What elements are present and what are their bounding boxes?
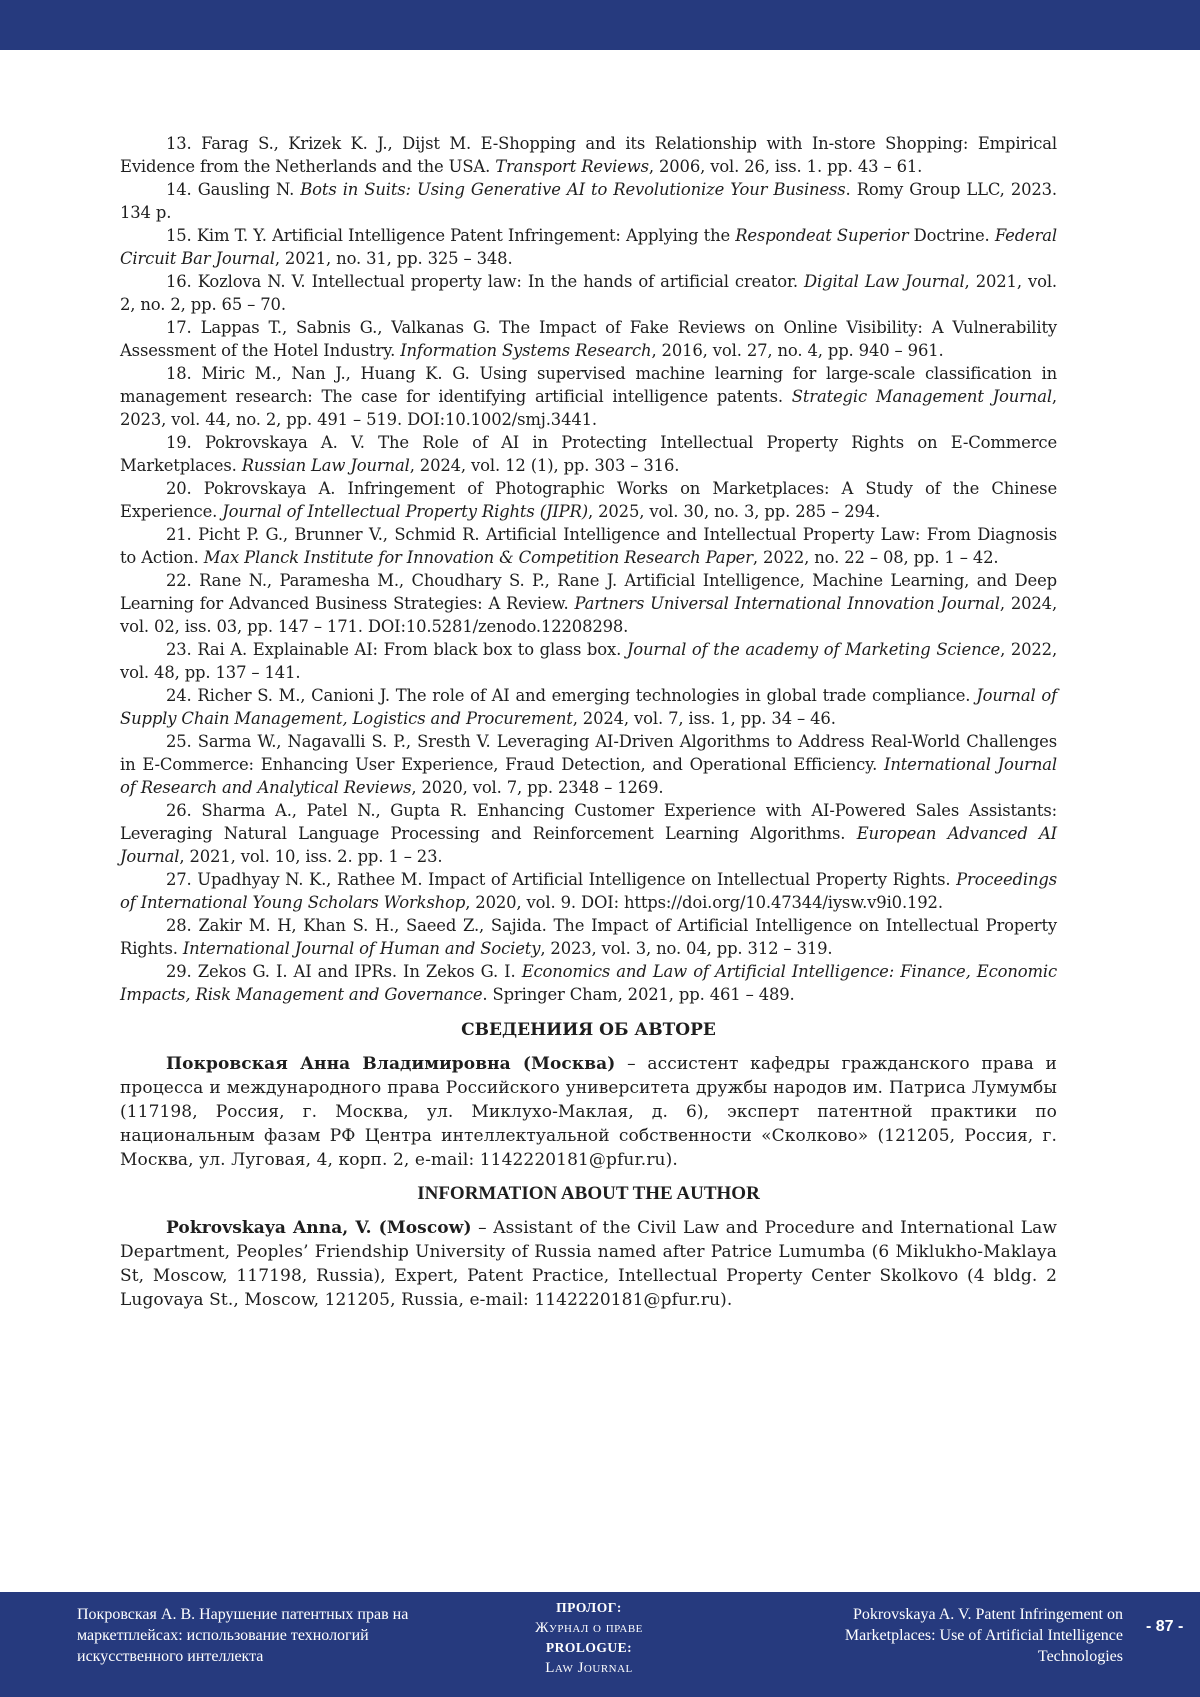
reference-text: , 2024, vol. 02, iss. 03, pp. 147 – 171. DOI:10.5281/zenodo.12208298. bbox=[120, 594, 1058, 636]
reference-text: 22. Rane N., Paramesha M., Choudhary S. P., Rane J. Artificial Intelligence, Machine Learning, and Deep Learning for Advanced Business Strategies: A Review. bbox=[120, 571, 1057, 613]
reference-source: Partners Universal International Innovation Journal bbox=[574, 594, 1000, 613]
author-info-heading-en: INFORMATION ABOUT THE AUTHOR bbox=[417, 1183, 760, 1204]
author-details-en: – Assistant of the Civil Law and Procedure and International Law Department, Peoples’ Friendship University of Russia named after Patrice Lumumba (6 Miklukho-Maklaya St, Moscow, 117198, Russia), Expert, Patent Practice, Intellectual Property Center Skolkovo (4 bldg. 2 Lugovaya St., Moscow, 121205, Russia, e-mail: 1142220181@pfur.ru). bbox=[120, 1218, 1057, 1310]
reference-item bbox=[120, 799, 1057, 868]
reference-text: 15. Kim T. Y. Artificial Intelligence Patent Infringement: Applying the bbox=[166, 226, 736, 245]
reference-source: Max Planck Institute for Innovation & Competition Research Paper bbox=[203, 548, 753, 567]
reference-text: , 2020, vol. 9. DOI: https://doi.org/10.47344/iysw.v9i0.192. bbox=[465, 893, 943, 912]
reference-item bbox=[120, 914, 1057, 960]
top-header-bar bbox=[0, 0, 1200, 50]
reference-text: 19. Pokrovskaya A. V. The Role of AI in Protecting Intellectual Property Rights on E-Commerce Marketplaces. bbox=[120, 433, 1057, 475]
reference-item bbox=[120, 523, 1057, 569]
reference-source: Digital Law Journal bbox=[804, 272, 965, 291]
reference-item bbox=[120, 431, 1057, 477]
reference-text: , 2016, vol. 27, no. 4, pp. 940 – 961. bbox=[651, 341, 944, 360]
reference-text: 25. Sarma W., Nagavalli S. P., Sresth V. Leveraging AI-Driven Algorithms to Address Real-World Challenges in E-Commerce: Enhancing User Experience, Fraud Detection, and Operational Efficiency. bbox=[120, 732, 1057, 774]
reference-text: 20. Pokrovskaya A. Infringement of Photographic Works on Marketplaces: A Study of the Chinese Experience. bbox=[120, 479, 1057, 521]
reference-source: Respondeat Superior bbox=[735, 226, 909, 245]
reference-text: Doctrine. bbox=[908, 226, 995, 245]
page-number: - 87 - bbox=[1146, 1618, 1184, 1635]
references-list bbox=[120, 132, 1057, 1006]
reference-item bbox=[120, 960, 1057, 1006]
reference-text: , 2024, vol. 12 (1), pp. 303 – 316. bbox=[409, 456, 680, 475]
reference-text: , 2021, vol. 10, iss. 2. pp. 1 – 23. bbox=[179, 847, 443, 866]
reference-text: 28. Zakir M. H, Khan S. H., Saeed Z., Sajida. The Impact of Artificial Intelligence on Intellectual Property Rights. bbox=[120, 916, 1057, 958]
reference-text: , 2022, no. 22 – 08, pp. 1 – 42. bbox=[752, 548, 999, 567]
reference-source: Economics and Law of Artificial Intelligence: Finance, Economic Impacts, Risk Management and Governance bbox=[120, 962, 1057, 1004]
footer-article-title-en: Pokrovskaya A. V. Patent Infringement on Marketplaces: Use of Artificial Intelligence Technologies bbox=[844, 1606, 1123, 1665]
reference-source: Strategic Management Journal bbox=[791, 387, 1052, 406]
reference-item bbox=[120, 270, 1057, 316]
reference-source: European Advanced AI Journal bbox=[120, 824, 1058, 866]
reference-source: Bots in Suits: Using Generative AI to Revolutionize Your Business bbox=[300, 180, 846, 199]
reference-source: Information Systems Research bbox=[400, 341, 652, 360]
reference-text: 13. Farag S., Krizek K. J., Dijst M. E-Shopping and its Relationship with In-store Shopping: Empirical Evidence from the Netherlands and the USA. bbox=[120, 134, 1057, 176]
reference-text: 29. Zekos G. I. AI and IPRs. In Zekos G. I. bbox=[166, 962, 522, 981]
reference-text: 23. Rai A. Explainable AI: From black box to glass box. bbox=[166, 640, 627, 659]
reference-source: International Journal of Research and Analytical Reviews bbox=[120, 755, 1057, 797]
reference-text: 14. Gausling N. bbox=[166, 180, 301, 199]
journal-subtitle-en: Law Journal bbox=[545, 1660, 633, 1676]
journal-title-en: PROLOGUE: bbox=[545, 1640, 633, 1655]
reference-text: 17. Lappas T., Sabnis G., Valkanas G. The Impact of Fake Reviews on Online Visibility: A Vulnerability Assessment of the Hotel Industry. bbox=[120, 318, 1057, 360]
reference-source: Proceedings of International Young Scholars Workshop bbox=[120, 870, 1057, 912]
journal-subtitle-ru: Журнал о праве bbox=[535, 1620, 643, 1636]
page-footer bbox=[0, 1592, 1200, 1697]
reference-item bbox=[120, 224, 1057, 270]
journal-title-ru: ПРОЛОГ: bbox=[556, 1600, 622, 1615]
reference-text: , 2021, no. 31, pp. 325 – 348. bbox=[274, 249, 513, 268]
reference-item bbox=[120, 178, 1057, 224]
reference-item bbox=[120, 730, 1057, 799]
reference-text: 21. Picht P. G., Brunner V., Schmid R. Artificial Intelligence and Intellectual Property Law: From Diagnosis to Action. bbox=[120, 525, 1057, 567]
page-content bbox=[120, 132, 1057, 1312]
reference-source: Federal Circuit Bar Journal bbox=[120, 226, 1057, 268]
reference-item bbox=[120, 132, 1057, 178]
reference-item bbox=[120, 638, 1057, 684]
reference-source: International Journal of Human and Society bbox=[182, 939, 541, 958]
reference-text: 24. Richer S. M., Canioni J. The role of AI and emerging technologies in global trade compliance. bbox=[166, 686, 977, 705]
reference-source: Russian Law Journal bbox=[241, 456, 410, 475]
reference-text: , 2024, vol. 7, iss. 1, pp. 34 – 46. bbox=[572, 709, 836, 728]
reference-text: , 2023, vol. 3, no. 04, pp. 312 – 319. bbox=[540, 939, 833, 958]
reference-text: . Springer Cham, 2021, pp. 461 – 489. bbox=[482, 985, 795, 1004]
reference-text: 26. Sharma A., Patel N., Gupta R. Enhancing Customer Experience with AI-Powered Sales Assistants: Leveraging Natural Language Processing and Reinforcement Learning Algorithms. bbox=[120, 801, 1057, 843]
author-info-ru bbox=[120, 1052, 1057, 1172]
reference-item bbox=[120, 477, 1057, 523]
reference-item bbox=[120, 868, 1057, 914]
author-name-ru: Покровская Анна Владимировна (Москва) bbox=[166, 1054, 616, 1074]
author-info-heading-ru: СВЕДЕНИИЯ ОБ АВТОРЕ bbox=[461, 1020, 716, 1040]
reference-source: Journal of Supply Chain Management, Logistics and Procurement bbox=[120, 686, 1058, 728]
reference-item bbox=[120, 684, 1057, 730]
reference-item bbox=[120, 569, 1057, 638]
reference-text: , 2022, vol. 48, pp. 137 – 141. bbox=[120, 640, 1058, 682]
reference-text: . Romy Group LLC, 2023. 134 p. bbox=[120, 180, 1057, 222]
reference-text: 18. Miric M., Nan J., Huang K. G. Using supervised machine learning for large-scale classification in management research: The case for identifying artificial intelligence patents. bbox=[120, 364, 1057, 406]
reference-source: Transport Reviews bbox=[495, 157, 649, 176]
reference-text: , 2023, vol. 44, no. 2, pp. 491 – 519. DOI:10.1002/smj.3441. bbox=[120, 387, 1057, 429]
reference-text: , 2021, vol. 2, no. 2, pp. 65 – 70. bbox=[120, 272, 1057, 314]
reference-item bbox=[120, 362, 1057, 431]
author-details-ru: – ассистент кафедры гражданского права и процесса и международного права Российского университета дружбы народов им. Патриса Лумумбы (117198, Россия, г. Москва, ул. Миклухо-Маклая, д. 6), эксперт патентной практики по национальным фазам РФ Центра интеллектуальной собственности «Сколково» (121205, Россия, г. Москва, ул. Луговая, 4, корп. 2, e-mail: 1142220181@pfur.ru). bbox=[120, 1054, 1057, 1170]
reference-source: Journal of Intellectual Property Rights (JIPR) bbox=[222, 502, 588, 521]
footer-journal-name bbox=[489, 1598, 689, 1678]
reference-text: , 2020, vol. 7, pp. 2348 – 1269. bbox=[411, 778, 664, 797]
reference-text: , 2025, vol. 30, no. 3, pp. 285 – 294. bbox=[588, 502, 881, 521]
author-info-en bbox=[120, 1216, 1057, 1312]
reference-item bbox=[120, 316, 1057, 362]
reference-text: , 2006, vol. 26, iss. 1. pp. 43 – 61. bbox=[648, 157, 923, 176]
author-name-en: Pokrovskaya Anna, V. (Moscow) bbox=[166, 1218, 472, 1238]
reference-text: 16. Kozlova N. V. Intellectual property law: In the hands of artificial creator. bbox=[166, 272, 805, 291]
reference-text: 27. Upadhyay N. K., Rathee M. Impact of Artificial Intelligence on Intellectual Property Rights. bbox=[166, 870, 957, 889]
footer-article-title-ru: Покровская А. В. Нарушение патентных прав на маркетплейсах: использование технологий искусственного интеллекта bbox=[77, 1606, 409, 1665]
reference-source: Journal of the academy of Marketing Science bbox=[626, 640, 1001, 659]
